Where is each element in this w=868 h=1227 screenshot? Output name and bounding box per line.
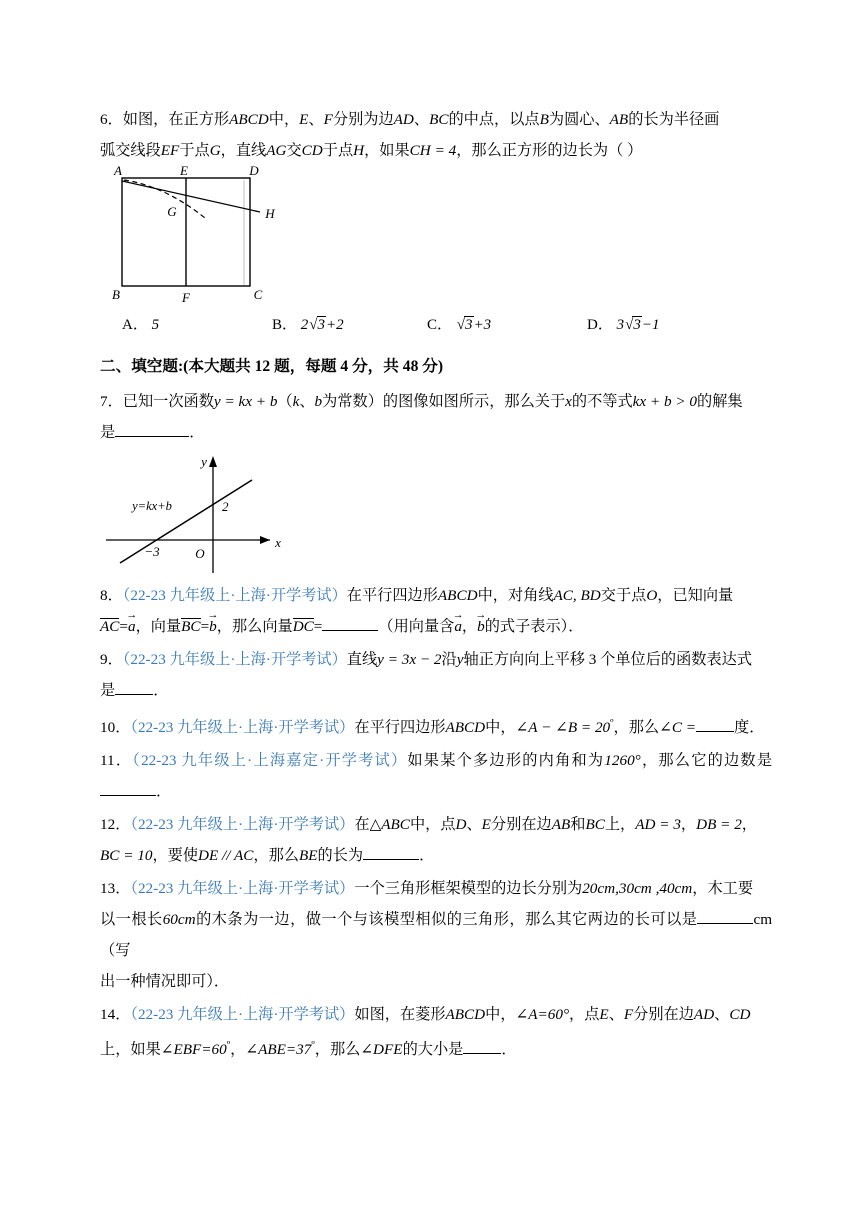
q12-text-h: ， [741,816,757,834]
q8-vector-dc: DC [292,618,314,635]
q13-answer-blank[interactable] [697,923,753,924]
q14-f: F [623,1006,634,1024]
q8-eq-2: = [200,618,210,635]
q11-value: 1260° [604,752,641,770]
question-14 [100,999,772,1065]
q6-ad: AD [393,111,414,128]
q8-source-tag: （22-23 九年级上·上海·开学考试） [122,587,347,604]
label-h: H [265,206,275,221]
arc-from-b [124,180,205,218]
q8-eq-3: = [313,618,323,635]
q6-l2-b: 于点 [179,142,210,159]
question-6-line-1 [100,104,772,135]
q8-t2: ，那么向量 [216,618,293,635]
option-c-key: C． [427,317,453,333]
page-content [100,104,772,1067]
q10-number: 10． [100,719,131,737]
q10-answer-blank[interactable] [696,731,734,732]
q6-text-e2: 、 [413,111,430,128]
q12-text-b: 中，点 [409,816,456,834]
q6-l2-c: ，直线 [220,142,267,159]
q13-number: 13． [100,880,131,898]
q6-text-d: 分别为边 [332,111,394,128]
q6-ch: CH = 4 [409,142,457,159]
label-e: E [180,166,188,178]
q6-l2-d: 交 [286,142,302,159]
q13-unit: cm（写 [100,911,773,960]
q14-source-tag: （22-23 九年级上·上海·开学考试） [130,1006,355,1024]
q14-text-e: 分别在边 [633,1006,694,1024]
q12-text-c: 、 [466,816,482,834]
q7-k: k [292,393,300,410]
q12-number: 12． [100,816,131,834]
q8-ac-bd: AC, BD [553,587,601,604]
q10-text-d: 度． [734,719,765,737]
q8-vector-b: → b [209,611,217,642]
q14-text-d: 、 [608,1006,624,1024]
option-a-key: A． [122,317,148,333]
q12-text-g: ， [680,816,697,834]
question-12-line-1 [100,809,772,840]
q7-text-e: 的不等式 [571,393,633,410]
q14-l2-a: 上，如果 [100,1041,161,1059]
option-c-sqrt: √3 [456,317,473,333]
q9-y: y [456,651,464,668]
q7-expr-2: kx + b > 0 [632,393,697,410]
q10-degree: º [610,717,614,729]
q11-source-tag: （22-23 九年级上·上海嘉定·开学考试） [132,752,408,770]
q7-text-a: 已知一次函数 [122,393,214,410]
option-c-tail: +3 [473,317,492,333]
q6-f: F [323,111,333,128]
q8-vector-ac: AC [100,618,120,635]
q13-text-a: 一个三角形框架模型的边长分别为 [354,880,583,898]
option-b-key: B． [272,317,298,333]
question-11 [100,745,772,807]
q14-cd: CD [729,1006,751,1024]
q14-number: 14． [100,1006,131,1024]
q8-text-c: 交于点 [600,587,647,604]
q9-l2-a: 是 [100,682,116,699]
x-intercept-label: −3 [144,544,160,559]
q6-text-h: 的长为半径画 [628,111,720,128]
q6-ab: AB [609,111,629,128]
option-b-sqrt: √3 [309,317,325,333]
line-ag-h [122,181,260,212]
q12-d: D [455,816,467,834]
question-6-figure [110,166,772,306]
q6-h: H [353,142,365,159]
q11-text-a: 如果某个多边形的内角和为 [407,752,605,770]
q14-text-a: 如图，在菱形 [354,1006,446,1024]
q8-t1: ，向量 [135,618,182,635]
option-d-tail: −1 [641,317,660,333]
option-a[interactable] [122,310,272,340]
q14-degree-1: º [226,1039,231,1052]
option-d-coef: 3 [616,317,625,333]
label-d: D [249,166,259,178]
option-b-tail: +2 [326,317,344,333]
q10-source-tag: （22-23 九年级上·上海·开学考试） [130,719,355,737]
q14-text-b: 中， [485,1006,516,1024]
label-b: B [112,287,120,302]
question-9 [100,644,772,706]
q12-answer-blank[interactable] [363,859,419,860]
q13-sides: 20cm,30cm ,40cm [582,880,693,898]
question-7 [100,386,772,578]
label-f: F [182,290,190,305]
q8-answer-blank[interactable] [322,630,378,631]
q14-l2-d: 的大小是 [402,1041,464,1059]
q6-text-b: 中， [268,111,300,128]
y-axis-label: y [201,454,207,469]
q13-l2-b: 的木条为一边，做一个与该模型相似的三角形，那么其它两边的长可以是 [195,911,698,929]
q8-vector-b2: → b [477,611,485,642]
question-6-line-2 [100,135,772,166]
q6-number: 6． [100,111,123,128]
q14-l2-c: ，那么 [314,1041,361,1059]
q8-vector-a2: → a [454,611,462,642]
q14-l2-e: ． [501,1041,517,1059]
q14-ad: AD [693,1006,715,1024]
q13-text-b: ，木工要 [692,880,754,898]
q12-db: DB = 2 [696,816,742,834]
q12-bc: BC [585,816,605,834]
q8-t4: ， [461,618,478,635]
line-equation-label: y=kx+b [132,499,172,513]
q14-text-c: ，点 [569,1006,600,1024]
label-g: G [167,204,177,219]
q6-b-point: B [539,111,549,128]
label-c: C [253,287,263,302]
question-8 [100,580,772,642]
question-6-options [100,310,772,340]
q12-l2-bc: BC = 10 [100,847,153,865]
option-c[interactable] [427,310,587,340]
q6-l2-g2: ，那么正方形的边长为（ ） [456,142,643,159]
question-7-figure [100,448,772,578]
q7-expr-1: y = kx + b [213,393,278,410]
question-7-line-1 [100,386,772,417]
q14-angle-dfe: ∠DFE [360,1041,403,1059]
q6-text-c: 、 [308,111,324,128]
q6-ef: EF [160,142,180,159]
y-axis-arrow [209,456,217,467]
q7-x: x [565,393,572,410]
q12-ab: AB [551,816,571,834]
q8-t5: 的式子表示）． [484,618,584,635]
q9-answer-blank[interactable] [115,694,153,695]
question-10-line-1 [100,708,772,743]
q12-l2-be: BE [298,847,318,865]
q12-source-tag: （22-23 九年级上·上海·开学考试） [130,816,355,834]
q8-number: 8． [100,587,123,604]
label-a: A [114,166,122,178]
q13-length: 60cm [162,911,196,929]
q14-text-f: 、 [714,1006,730,1024]
question-8-line-2 [100,611,772,642]
q14-answer-blank[interactable] [463,1053,501,1054]
section-2-heading: 二、填空题:(本大题共 12 题，每题 4 分，共 48 分) [100,358,444,375]
q14-angle-abe: ∠ABE=37 [245,1041,312,1059]
question-9-line-2 [100,675,772,706]
q6-cd: CD [301,142,323,159]
q6-text-a: 如图，在正方形 [122,111,230,128]
y-intercept-label: 2 [222,499,229,514]
option-b-radicand: 3 [317,317,325,333]
linear-function-graph [100,448,400,578]
origin-label: O [195,546,205,561]
q13-l2-a: 以一根长 [100,911,163,929]
question-12-line-2 [100,840,772,871]
q7-text-d: 为常数）的图像如图所示，那么关于 [322,393,566,410]
q7-b: b [314,393,323,410]
question-14-line-2 [100,1030,772,1065]
q12-text-f: 上， [604,816,636,834]
q8-text-a: 在平行四边形 [346,587,438,604]
option-d-key: D． [587,317,613,333]
q6-abcd: ABCD [229,111,269,128]
square-abcd-diagram [110,166,410,306]
q7-l2-b: ． [189,424,205,441]
question-7-line-2 [100,417,772,448]
q12-e: E [481,816,491,834]
option-b[interactable] [272,310,427,340]
q10-angle-c: ∠C = [659,719,697,737]
q10-text-c: ，那么 [613,719,660,737]
q11-text-b: ，那么它的边数是 [640,752,773,770]
question-13-line-1 [100,873,772,904]
q7-text-b: （ [277,393,293,410]
question-13-line-2 [100,904,772,966]
q8-eq-1: = [119,618,128,635]
question-8-line-1 [100,580,772,611]
q9-text-c: 轴正方向向上平移 3 个单位后的函数表达式 [463,651,753,668]
x-axis-label: x [275,535,281,550]
q10-text-a: 在平行四边形 [354,719,446,737]
q6-l2-a: 弧交线段 [100,142,161,159]
question-14-line-1 [100,999,772,1030]
q14-l2-b: ， [230,1041,246,1059]
q14-angle-ebf: ∠EBF=60 [160,1041,227,1059]
q7-number: 7． [100,393,123,410]
q12-text-e: 和 [570,816,586,834]
q12-ad: AD = 3 [635,816,681,834]
q8-vector-a: → a [128,611,136,642]
q6-e: E [299,111,309,128]
q6-text-f2: 的中点，以点 [448,111,540,128]
option-d-sqrt: √3 [625,317,641,333]
q14-angle-a: ∠A=60° [515,1006,570,1024]
q9-l2-b: ． [153,682,169,699]
q7-l2-a: 是 [100,424,116,441]
q10-text-b: 中， [485,719,516,737]
q8-text-d: ，已知向量 [657,587,734,604]
q7-text-f: 的解集 [697,393,743,410]
q11-number: 11． [100,752,133,770]
option-c-radicand: 3 [465,317,473,333]
q6-bc: BC [429,111,449,128]
question-13 [100,873,772,997]
q9-text-b: 沿 [441,651,457,668]
q8-vector-bc: BC [181,618,201,635]
option-b-coef: 2 [300,317,309,333]
option-a-value: 5 [151,317,160,333]
q12-l2-c: 的长为 [317,847,364,865]
q12-l2-de: DE // AC [198,847,254,865]
option-d-radicand: 3 [633,317,641,333]
question-12 [100,809,772,871]
option-d[interactable] [587,310,737,340]
x-axis-arrow [260,536,270,544]
q12-l2-b: ，那么 [253,847,299,865]
q8-abcd: ABCD [437,587,478,604]
q8-o: O [646,587,658,604]
q8-text-b: 中，对角线 [477,587,554,604]
q6-g: G [209,142,221,159]
question-11-line-1 [100,745,772,807]
q7-answer-blank[interactable] [115,436,189,437]
q7-text-c: 、 [299,393,315,410]
question-10 [100,708,772,743]
q9-expr: y = 3x − 2 [377,651,442,668]
q9-text-a: 直线 [346,651,378,668]
q6-ag: AG [266,142,287,159]
q14-degree-2: º [311,1039,315,1052]
q9-source-tag: （22-23 九年级上·上海·开学考试） [122,651,347,668]
q9-number: 9． [100,651,123,668]
function-line [120,480,252,563]
q10-abcd: ABCD [445,719,486,737]
question-6 [100,104,772,340]
q10-expr: ∠A − ∠B = 20 [515,719,611,737]
q12-text-d: 分别在边 [490,816,552,834]
q14-e: E [599,1006,609,1024]
q12-text-a: 在△ [354,816,382,834]
q8-t3: （用向量含 [378,618,455,635]
q11-answer-blank[interactable] [100,795,156,796]
q6-text-g: 为圆心、 [548,111,610,128]
q14-abcd: ABCD [445,1006,486,1024]
q13-source-tag: （22-23 九年级上·上海·开学考试） [130,880,355,898]
q12-abc: ABC [381,816,410,834]
question-13-line-3: 出一种情况即可）． [100,973,230,991]
q11-text-c: ． [156,783,172,801]
q12-l2-d: ． [419,847,435,865]
q6-l2-f: ，如果 [364,142,410,159]
question-9-line-1 [100,644,772,675]
q6-l2-e: 于点 [322,142,354,159]
q12-l2-a: ，要使 [152,847,198,865]
